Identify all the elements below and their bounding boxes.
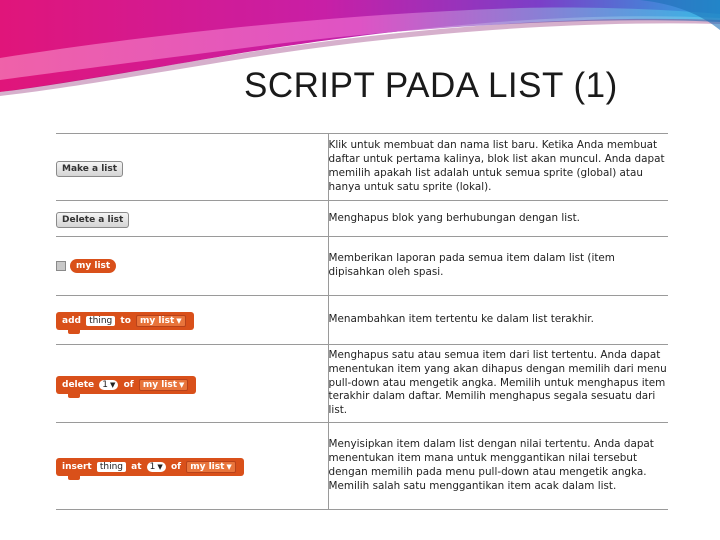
block-keyword: add — [62, 316, 81, 326]
table-row — [56, 134, 668, 201]
block-cell — [56, 345, 328, 423]
block-keyword: to — [120, 316, 131, 326]
block-cell — [56, 237, 328, 296]
make-a-list-button[interactable]: Make a list — [56, 161, 123, 177]
chevron-down-icon: ▼ — [226, 463, 232, 471]
chevron-down-icon: ▼ — [176, 317, 182, 325]
table-row — [56, 201, 668, 237]
description-cell: Menghapus blok yang berhubungan dengan list. — [328, 201, 668, 237]
block-cell — [56, 296, 328, 345]
chevron-down-icon: ▼ — [157, 463, 163, 471]
insert-at-list-block[interactable] — [56, 458, 244, 476]
list-dropdown[interactable]: my list ▼ — [139, 379, 189, 391]
add-to-list-block[interactable] — [56, 312, 194, 330]
block-keyword: at — [131, 462, 142, 472]
description-cell: Klik untuk membuat dan nama list baru. Ketika Anda membuat daftar untuk pertama kalinya, blok list akan muncul. Anda dapat memilih apakah list adalah untuk semua sprite (global) atau hanya untuk satu sprite (lokal). — [328, 134, 668, 201]
description-cell: Menyisipkan item dalam list dengan nilai tertentu. Anda dapat menentukan item mana untuk menggantikan nilai tersebut dengan memilih pada menu pull-down atau mengetik angka. Memilih salah satu menggantikan item acak dalam list. — [328, 423, 668, 510]
block-keyword: delete — [62, 379, 95, 390]
my-list-reporter-block[interactable]: my list — [70, 259, 116, 273]
chevron-down-icon: ▼ — [110, 380, 116, 389]
description-cell: Menambahkan item tertentu ke dalam list terakhir. — [328, 296, 668, 345]
thing-input[interactable]: thing — [86, 316, 115, 326]
block-cell — [56, 134, 328, 201]
list-dropdown[interactable]: my list ▼ — [136, 315, 186, 327]
delete-a-list-button[interactable]: Delete a list — [56, 212, 129, 228]
show-list-checkbox[interactable] — [56, 261, 66, 271]
table-row — [56, 237, 668, 296]
chevron-down-icon: ▼ — [179, 380, 185, 389]
delete-of-list-block[interactable] — [56, 376, 196, 394]
table-row — [56, 296, 668, 345]
list-dropdown[interactable]: my list ▼ — [186, 461, 236, 473]
block-cell — [56, 423, 328, 510]
description-cell: Memberikan laporan pada semua item dalam list (item dipisahkan oleh spasi. — [328, 237, 668, 296]
block-keyword: of — [123, 379, 134, 390]
page-title: SCRIPT PADA LIST (1) — [244, 66, 618, 105]
description-cell: Menghapus satu atau semua item dari list tertentu. Anda dapat menentukan item yang akan dihapus dengan memilih dari menu pull-down atau mengetik angka. Memilih untuk menghapus item terakhir dalam daftar. Memilih menghapus segala sesuatu dari list. — [328, 345, 668, 423]
block-keyword: insert — [62, 462, 92, 472]
index-dropdown[interactable]: 1 ▼ — [99, 380, 118, 390]
block-cell — [56, 201, 328, 237]
index-dropdown[interactable]: 1 ▼ — [147, 462, 166, 472]
table-row — [56, 345, 668, 423]
table-row — [56, 423, 668, 510]
thing-input[interactable]: thing — [97, 462, 126, 472]
list-commands-table — [56, 133, 668, 510]
block-keyword: of — [170, 462, 182, 472]
